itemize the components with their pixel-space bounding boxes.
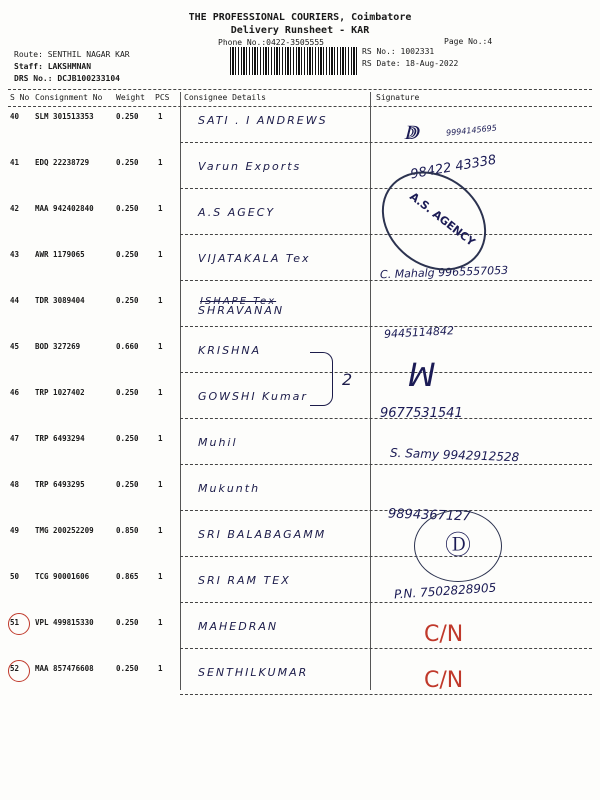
row-sno: 40 xyxy=(10,112,20,121)
row-pcs: 1 xyxy=(158,112,163,121)
row-weight: 0.865 xyxy=(116,572,139,581)
row-consignment-no: TMG 200252209 xyxy=(35,526,94,535)
row-pcs: 1 xyxy=(158,250,163,259)
signature-phone: 9677531541 xyxy=(380,406,463,421)
row-consignment-no: TDR 3089404 xyxy=(35,296,85,305)
row-consignee: MAHEDRAN xyxy=(198,620,279,633)
agency-stamp xyxy=(414,510,502,582)
signature-phone: P.N. 7502828905 xyxy=(393,580,497,602)
col-consignee: Consignee Details xyxy=(184,93,266,102)
row-divider xyxy=(180,464,592,465)
cn-mark: C/N xyxy=(424,622,464,647)
row-divider xyxy=(180,142,592,143)
row-divider xyxy=(180,694,592,695)
row-consignee: GOWSHI Kumar xyxy=(198,390,308,403)
row-weight: 0.250 xyxy=(116,250,139,259)
row-sno: 51 xyxy=(10,618,20,627)
row-consignment-no: BOD 327269 xyxy=(35,342,81,351)
row-pcs: 1 xyxy=(158,664,163,673)
column-rule xyxy=(180,92,181,690)
row-pcs: 1 xyxy=(158,204,163,213)
row-consignee: SATI . I ANDREWS xyxy=(198,114,328,127)
row-pcs: 1 xyxy=(158,618,163,627)
row-consignment-no: SLM 301513353 xyxy=(35,112,94,121)
col-signature: Signature xyxy=(376,93,420,102)
company-name: THE PROFESSIONAL COURIERS, Coimbatore xyxy=(188,12,412,23)
signature-phone: 9994145695 xyxy=(445,123,498,138)
row-divider xyxy=(180,234,592,235)
row-consignment-no: TRP 1027402 xyxy=(35,388,85,397)
row-consignee: SRI RAM TEX xyxy=(198,574,291,587)
row-sno: 49 xyxy=(10,526,20,535)
row-sno: 52 xyxy=(10,664,20,673)
row-consignee: Varun Exports xyxy=(198,160,302,173)
signature-phone: 98422 43338 xyxy=(409,152,498,183)
row-pcs: 1 xyxy=(158,296,163,305)
row-consignee: A.S AGECY xyxy=(198,206,276,219)
row-pcs: 1 xyxy=(158,572,163,581)
row-pcs: 1 xyxy=(158,158,163,167)
signature-phone: C. Mahalg 9965557053 xyxy=(379,263,509,282)
col-weight: Weight xyxy=(116,93,145,102)
rs-date: RS Date: 18-Aug-2022 xyxy=(362,59,459,68)
row-sno: 50 xyxy=(10,572,20,581)
row-pcs: 1 xyxy=(158,434,163,443)
row-consignee: KRISHNA xyxy=(198,344,262,357)
row-weight: 0.250 xyxy=(116,434,139,443)
row-consignment-no: TRP 6493295 xyxy=(35,480,85,489)
row-sno: 47 xyxy=(10,434,20,443)
row-sno: 43 xyxy=(10,250,20,259)
row-pcs: 1 xyxy=(158,342,163,351)
row-divider xyxy=(180,188,592,189)
signature-phone: 9445114842 xyxy=(383,324,455,341)
bracket-mark xyxy=(310,352,333,406)
row-consignment-no: TCG 90001606 xyxy=(35,572,90,581)
row-sno: 48 xyxy=(10,480,20,489)
row-pcs: 1 xyxy=(158,480,163,489)
struck-entry: ISHAPE Tex xyxy=(200,296,277,307)
row-sno: 46 xyxy=(10,388,20,397)
col-pcs: PCS xyxy=(155,93,170,102)
row-pcs: 1 xyxy=(158,388,163,397)
phone-number: Phone No.:0422-3505555 xyxy=(218,38,324,47)
row-consignee: SRI BALABAGAMM xyxy=(198,528,327,541)
signature-scribble: ↇ xyxy=(404,120,419,144)
row-pcs: 1 xyxy=(158,526,163,535)
bracket-count: 2 xyxy=(342,370,355,389)
row-divider xyxy=(180,648,592,649)
row-divider xyxy=(180,510,592,511)
row-divider xyxy=(180,372,592,373)
page-number: Page No.:4 xyxy=(444,37,493,46)
header-divider-bottom xyxy=(8,106,592,107)
row-consignment-no: MAA 857476608 xyxy=(35,664,94,673)
red-circle-mark xyxy=(8,613,30,635)
row-weight: 0.250 xyxy=(116,388,139,397)
red-circle-mark xyxy=(8,660,30,682)
row-weight: 0.250 xyxy=(116,480,139,489)
row-weight: 0.250 xyxy=(116,618,139,627)
row-weight: 0.250 xyxy=(116,204,139,213)
row-consignee: SHRAVANAN xyxy=(198,304,285,317)
row-consignee: SENTHILKUMAR xyxy=(198,666,309,679)
row-consignee: Muhil xyxy=(198,436,238,449)
row-consignment-no: AWR 1179065 xyxy=(35,250,85,259)
header-divider-top xyxy=(8,89,592,90)
row-consignee: Mukunth xyxy=(198,482,261,495)
row-sno: 44 xyxy=(10,296,20,305)
column-rule xyxy=(370,92,371,690)
row-weight: 0.660 xyxy=(116,342,139,351)
col-sno: S No xyxy=(10,93,30,102)
signature-phone: S. Samy 9942912528 xyxy=(389,445,520,465)
row-weight: 0.250 xyxy=(116,296,139,305)
stamp-text: A.S. AGENCY xyxy=(407,189,478,249)
barcode xyxy=(230,47,358,75)
row-sno: 41 xyxy=(10,158,20,167)
row-consignment-no: MAA 942402840 xyxy=(35,204,94,213)
drs-number: DRS No.: DCJB100233104 xyxy=(14,74,120,83)
row-divider xyxy=(180,602,592,603)
signature-phone: 9894367127 xyxy=(387,506,471,525)
row-sno: 42 xyxy=(10,204,20,213)
row-consignment-no: TRP 6493294 xyxy=(35,434,85,443)
route: Route: SENTHIL NAGAR KAR xyxy=(14,50,130,59)
row-consignment-no: EDQ 22238729 xyxy=(35,158,90,167)
row-sno: 45 xyxy=(10,342,20,351)
cn-mark: C/N xyxy=(424,668,464,693)
row-consignee: VIJATAKALA Tex xyxy=(198,252,311,265)
row-weight: 0.250 xyxy=(116,664,139,673)
document-title: Delivery Runsheet - KAR xyxy=(230,25,370,36)
row-weight: 0.850 xyxy=(116,526,139,535)
row-weight: 0.250 xyxy=(116,112,139,121)
row-divider xyxy=(180,556,592,557)
col-consignment: Consignment No xyxy=(35,93,103,102)
row-weight: 0.250 xyxy=(116,158,139,167)
staff: Staff: LAKSHMNAN xyxy=(14,62,92,71)
row-consignment-no: VPL 499815330 xyxy=(35,618,94,627)
rs-number: RS No.: 1002331 xyxy=(362,47,435,56)
signature-scribble: ꟽ xyxy=(408,356,436,394)
stamp-monogram: Ⓓ xyxy=(445,531,472,561)
